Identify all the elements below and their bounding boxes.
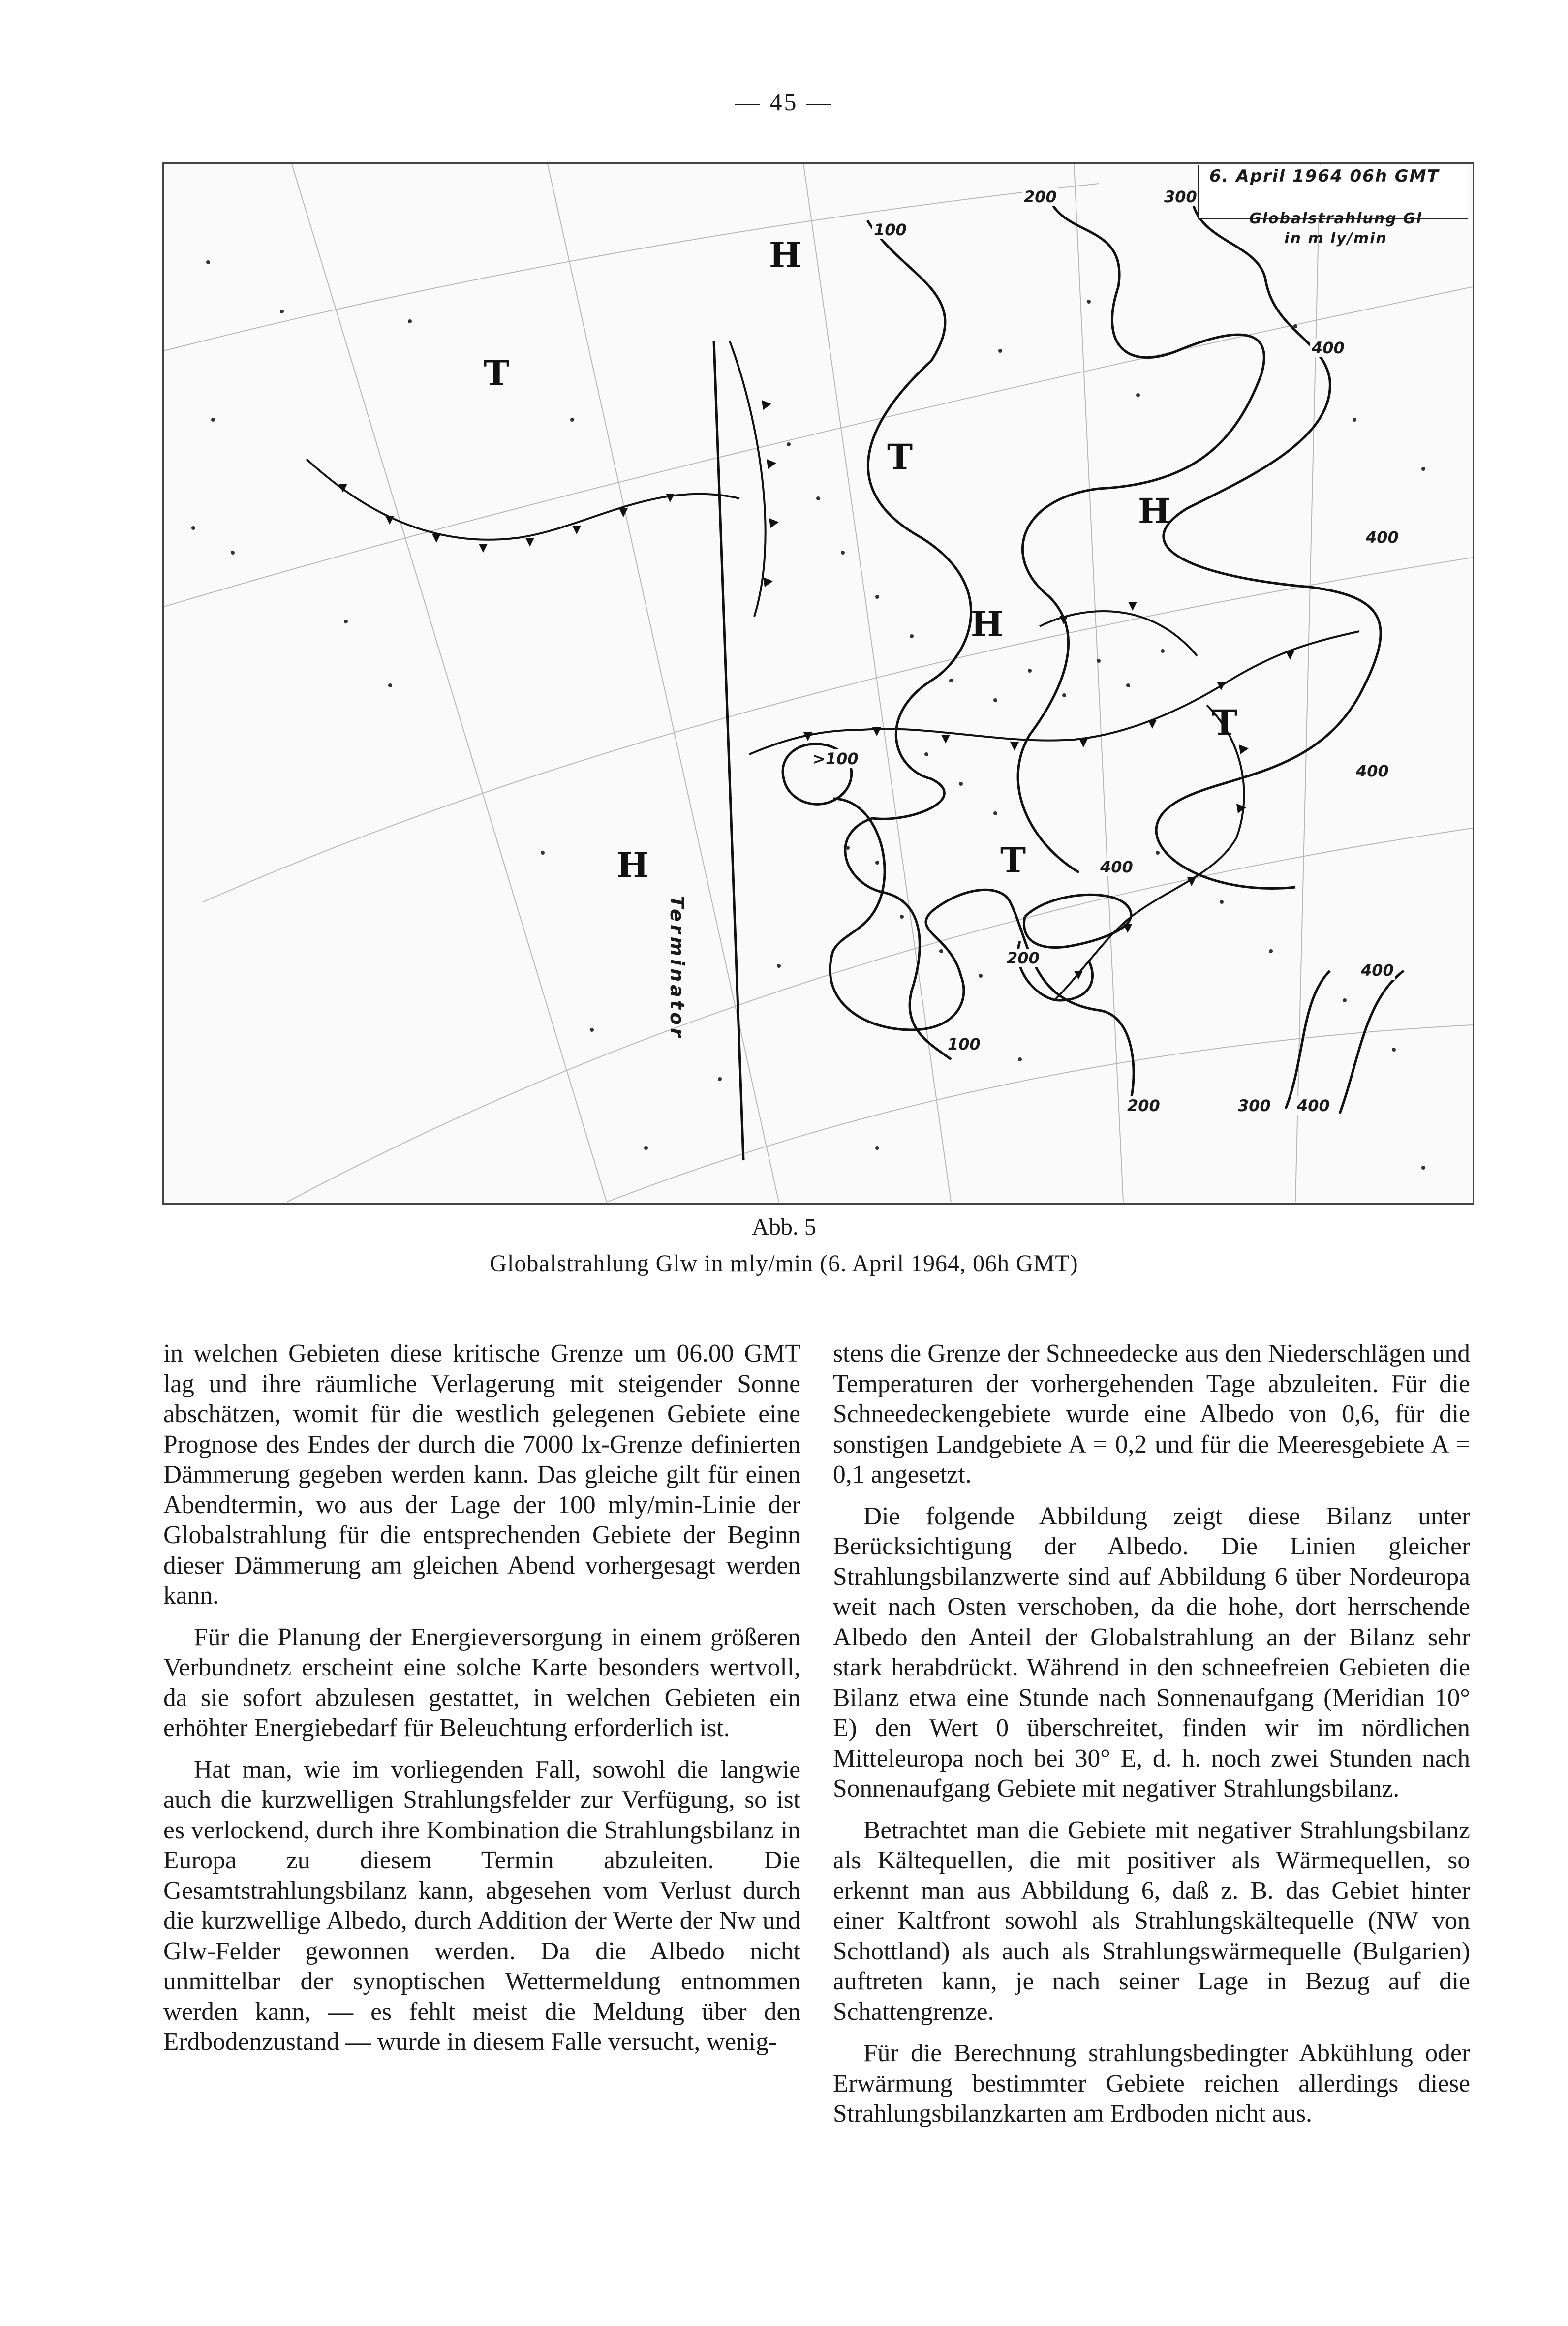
isoline-label: 400 <box>1099 858 1135 876</box>
front-symbols <box>338 400 1294 980</box>
text-column-left <box>163 1338 800 2069</box>
terminator-line <box>714 341 743 1160</box>
paragraph: stens die Grenze der Schneedecke aus den Niederschlägen und Temperaturen der vorhergehenden Tage abzuleiten. Für die Schneedeckengebiete wurde eine Albedo von 0,6, für die sonstigen Landgebiete A = 0,2 und für die Meeresgebiete A = 0,1 angesetzt. <box>833 1339 1470 1489</box>
high-pressure-symbol: H <box>616 845 649 886</box>
isoline-label: 300 <box>1236 1096 1272 1115</box>
isoline-label: 200 <box>1126 1096 1162 1115</box>
isoline-label: 400 <box>1359 961 1395 980</box>
map-drawing <box>164 164 1473 1203</box>
high-pressure-symbol: H <box>769 235 802 276</box>
low-pressure-symbol: T <box>887 436 913 477</box>
map-title: 6. April 1964 06h GMT <box>1209 166 1440 186</box>
paragraph: Die folgende Abbildung zeigt diese Bilanz unter Berücksichtigung der Albedo. Die Linien gleicher Strahlungsbilanzwerte sind auf Abbildung 6 über Nordeuropa weit nach Osten verschoben, da die hohe, dort herrschende Albedo den Anteil der Globalstrahlung an der Bilanz sehr stark herabdrückt. Während in den schneefreien Gebieten die Bilanz etwa eine Stunde nach Sonnenaufgang (Meridian 10° E) den Wert 0 überschreitet, finden wir im nördlichen Mitteleuropa noch bei 30° E, d. h. noch zwei Stunden nach Sonnenaufgang Gebiete mit negativer Strahlungsbilanz. <box>833 1502 1470 1802</box>
high-pressure-symbol: H <box>971 604 1004 645</box>
paragraph: Hat man, wie im vorliegenden Fall, sowohl die langwie auch die kurzwelligen Strahlungsfelder zur Verfügung, so ist es verlockend, durch ihre Kombination die Strahlungsbilanz in Europa zu diesem Termin abzuleiten. Die Gesamtstrahlungsbilanz kann, abgesehen vom Verlust durch die kurzwellige Albedo, durch Addition der Werte der Nw und Glw-Felder gewonnen werden. Da die Albedo nicht unmittelbar der synoptischen Wettermeldung entnommen werden kann, — es fehlt meist die Meldung über den Erdbodenzustand — wurde in diesem Falle versucht, wenig- <box>163 1755 800 2056</box>
isoline-label: 200 <box>1005 949 1041 967</box>
isoline-label: 400 <box>1354 762 1390 780</box>
isoline-label: 300 <box>1163 187 1199 206</box>
low-pressure-symbol: T <box>1212 702 1238 743</box>
pressure-symbols <box>484 235 1237 886</box>
text-column-right <box>833 1338 1470 2140</box>
legend-line: in m ly/min <box>1284 230 1387 247</box>
legend-line: Globalstrahlung Gl <box>1249 210 1422 227</box>
isoline-label: 400 <box>1310 339 1346 357</box>
paragraph: in welchen Gebieten diese kritische Grenze um 06.00 GMT lag und ihre räumliche Verlagerung mit steigender Sonne abschätzen, womit für die westlich gelegenen Gebiete eine Prognose des Endes der durch die 7000 lx-Grenze definierten Dämmerung gegeben werden kann. Das gleiche gilt für einen Abendtermin, wo aus der Lage der 100 mly/min-Linie der Globalstrahlung für die entsprechenden Gebiete der Beginn dieser Dämmerung am gleichen Abend vorhergesagt werden kann. <box>163 1339 800 1610</box>
isoline-label: >100 <box>811 749 860 768</box>
paragraph: Für die Berechnung strahlungsbedingter Abkühlung oder Erwärmung bestimmter Gebiete reichen allerdings diese Strahlungsbilanzkarten am Erdboden nicht aus. <box>833 2039 1470 2128</box>
station-plots <box>191 260 1425 1170</box>
high-pressure-symbol: H <box>1138 491 1171 531</box>
page-number: — 45 — <box>735 88 833 116</box>
paragraph: Betrachtet man die Gebiete mit negativer Strahlungsbilanz als Kältequellen, die mit positiver als Wärmequellen, so erkennt man aus Abbildung 6, daß z. B. das Gebiet hinter einer Kaltfront sowohl als Strahlungskältequelle (NW von Schottland) als auch als Strahlungswärmequelle (Bulgarien) auftreten kann, je nach seiner Lage in Bezug auf die Schattengrenze. <box>833 1816 1470 2026</box>
figure-caption-title: Abb. 5 <box>752 1214 816 1240</box>
isoline-label: 100 <box>872 220 908 239</box>
paragraph: Für die Planung der Energieversorgung in einem größeren Verbundnetz erscheint eine solche Karte besonders wertvoll, da sie sofort abzulesen gestattet, in welchen Gebieten ein erhöhter Energiebedarf für Beleuchtung erforderlich ist. <box>163 1623 800 1742</box>
terminator-label: Terminator <box>666 896 688 1040</box>
isoline-label: 200 <box>1022 187 1058 206</box>
isolines <box>783 198 1404 1114</box>
low-pressure-symbol: T <box>484 353 510 394</box>
map-legend <box>1215 209 1456 248</box>
radiation-map-figure <box>162 162 1474 1205</box>
fronts <box>307 341 1359 1000</box>
graticule <box>164 164 1473 1202</box>
isoline-label: 400 <box>1295 1096 1331 1115</box>
isoline-label: 400 <box>1364 528 1400 547</box>
isoline-label: 100 <box>946 1035 982 1054</box>
low-pressure-symbol: T <box>1000 840 1026 881</box>
figure-caption: Globalstrahlung Glw in mly/min (6. April 1964, 06h GMT) <box>490 1250 1078 1276</box>
